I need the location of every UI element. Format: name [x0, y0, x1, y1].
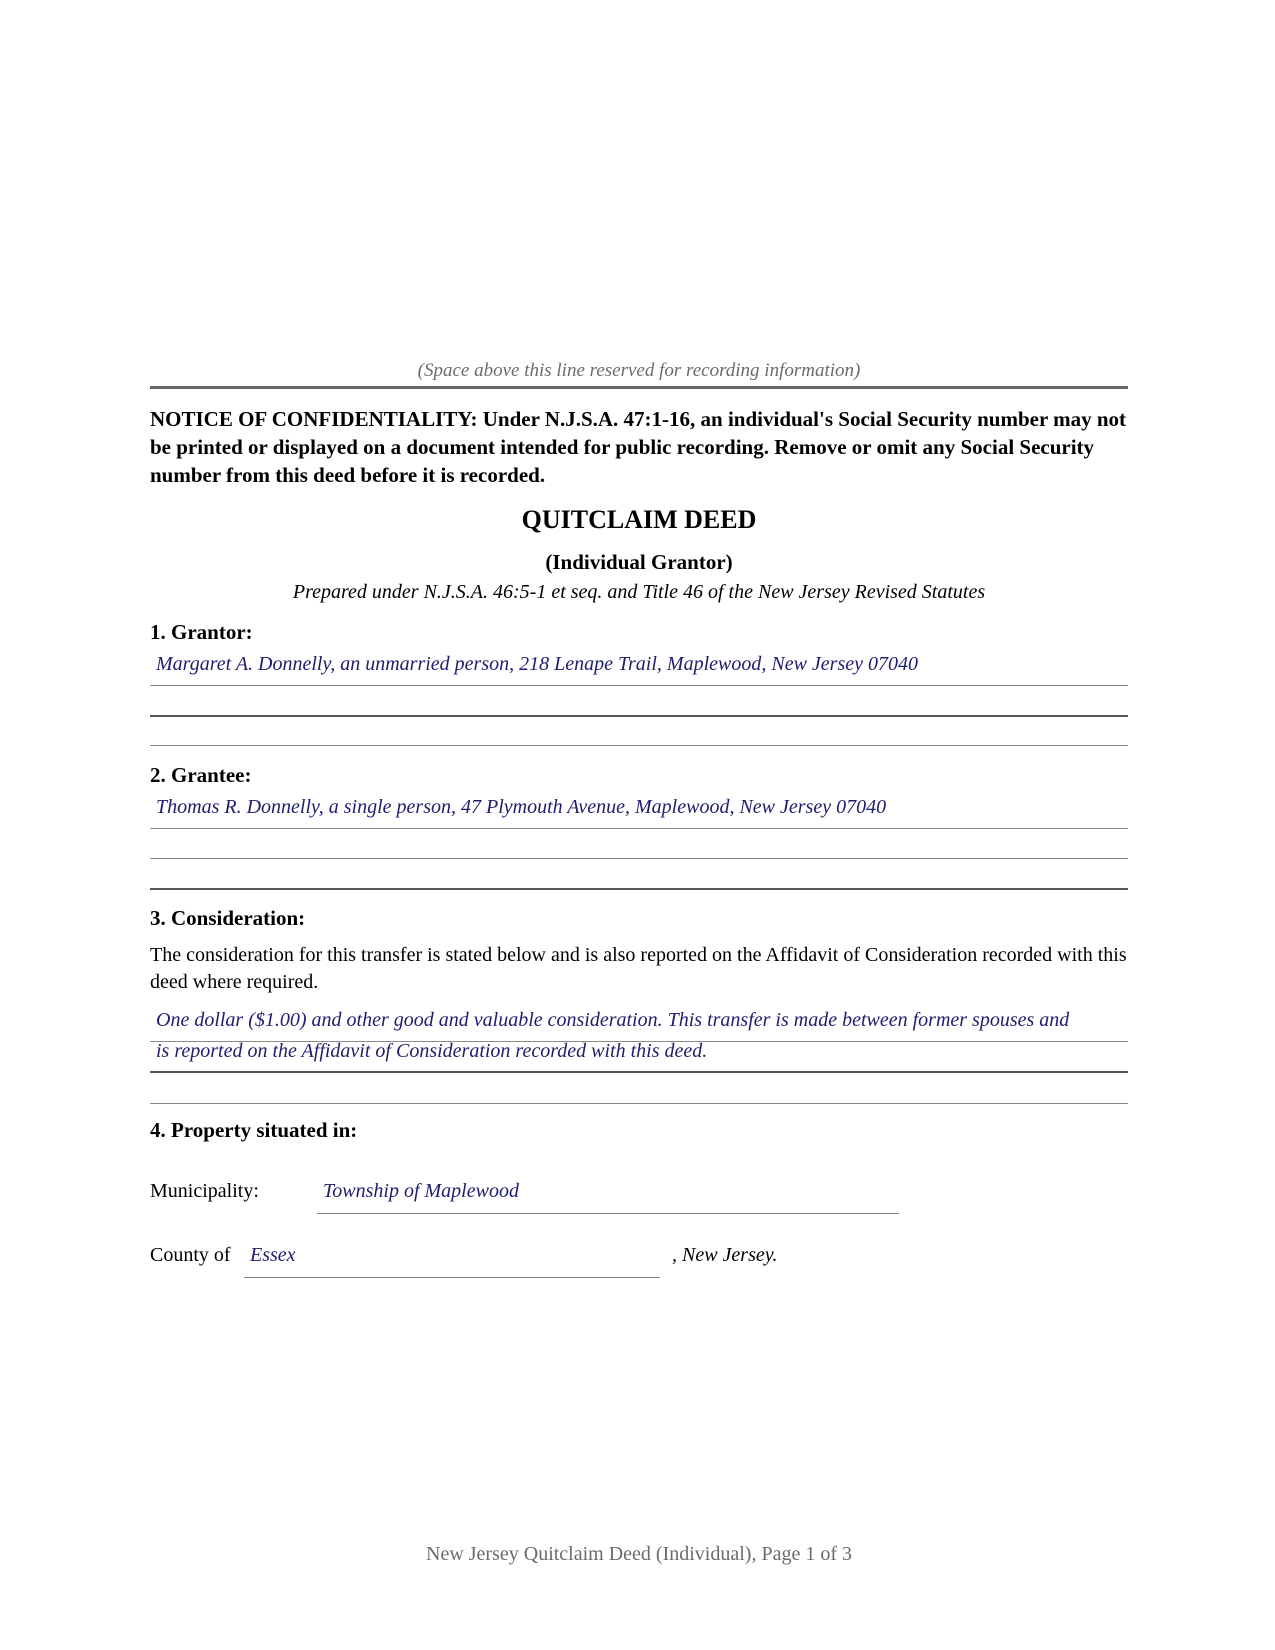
recording-divider — [150, 386, 1128, 389]
grantor-line-2 — [150, 715, 1128, 717]
consideration-field-line-1[interactable]: One dollar ($1.00) and other good and valuable consideration. This transfer is made between former spouses and — [156, 1009, 1070, 1031]
consideration-heading: 3. Consideration: — [150, 906, 306, 930]
grantee-heading: 2. Grantee: — [150, 763, 252, 787]
consideration-field-line-2[interactable]: is reported on the Affidavit of Consideration recorded with this deed. — [156, 1040, 708, 1062]
county-field[interactable]: Essex — [250, 1244, 296, 1266]
grantee-line-2 — [150, 858, 1128, 859]
grantor-field[interactable]: Margaret A. Donnelly, an unmarried person, 218 Lenape Trail, Maplewood, New Jersey 07040 — [156, 653, 918, 675]
state-suffix: , New Jersey. — [672, 1244, 778, 1266]
recording-space-note: (Space above this line reserved for recording information) — [417, 360, 861, 381]
deed-page — [150, 0, 1128, 1650]
document-subtitle: (Individual Grantor) — [545, 550, 733, 574]
grantee-line-1 — [150, 828, 1128, 829]
consideration-line-3 — [150, 1103, 1128, 1104]
confidentiality-notice: NOTICE OF CONFIDENTIALITY: Under N.J.S.A. 47:1-16, an individual's Social Security number may not be printed or displayed on a document intended for public recording. Remove or omit any Social Security number from this deed before it is recorded. — [150, 407, 1127, 487]
grantee-line-3 — [150, 888, 1128, 890]
county-label: County of — [150, 1244, 231, 1266]
county-line — [244, 1277, 660, 1278]
grantor-line-3 — [150, 745, 1128, 746]
municipality-line — [317, 1213, 899, 1214]
grantor-heading: 1. Grantor: — [150, 620, 253, 644]
page-footer: New Jersey Quitclaim Deed (Individual), Page 1 of 3 — [426, 1543, 852, 1565]
document-title: QUITCLAIM DEED — [521, 505, 757, 534]
municipality-field[interactable]: Township of Maplewood — [323, 1180, 519, 1202]
consideration-statement: The consideration for this transfer is stated below and is also reported on the Affidavit of Consideration recorded with this deed where required. — [150, 944, 1127, 993]
municipality-label: Municipality: — [150, 1180, 259, 1202]
statute-reference: Prepared under N.J.S.A. 46:5-1 et seq. and Title 46 of the New Jersey Revised Statutes — [292, 581, 986, 603]
grantee-field[interactable]: Thomas R. Donnelly, a single person, 47 Plymouth Avenue, Maplewood, New Jersey 07040 — [156, 796, 887, 818]
consideration-line-2 — [150, 1071, 1128, 1073]
property-heading: 4. Property situated in: — [150, 1118, 358, 1142]
grantor-line-1 — [150, 685, 1128, 686]
